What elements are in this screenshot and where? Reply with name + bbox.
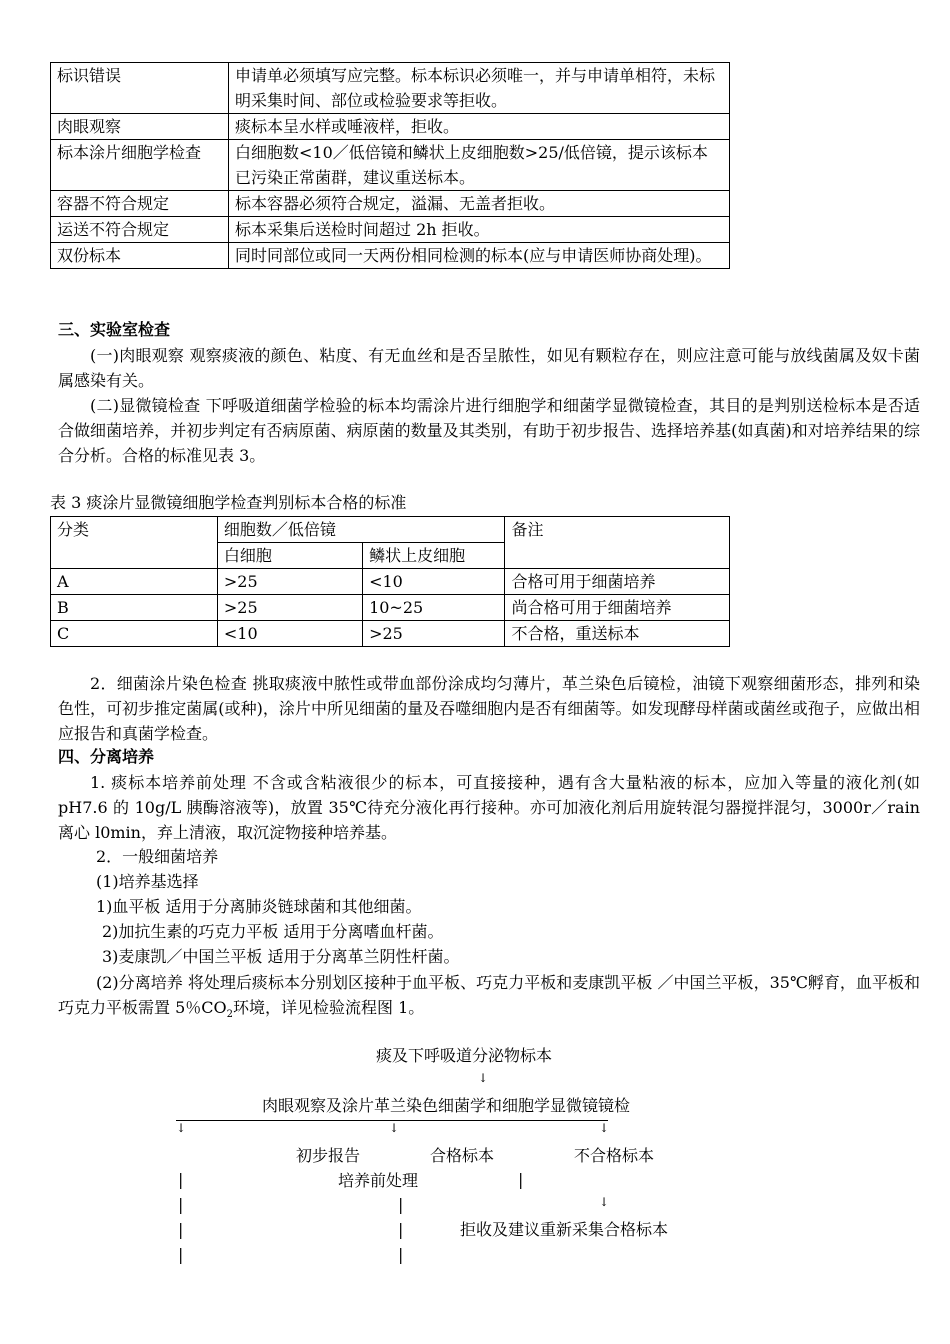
flow-node-unqualified: 不合格标本 [574, 1146, 655, 1165]
section-3-heading: 三、实验室检查 [58, 320, 171, 339]
header-class: 分类 [51, 517, 218, 569]
criteria-row [51, 595, 730, 621]
flow-bar-3: | [178, 1195, 184, 1214]
rejection-criteria-table [50, 62, 730, 269]
p7-text-b: 环境，详见检验流程图 1。 [233, 998, 425, 1017]
criteria-cell-note: 尚合格可用于细菌培养 [505, 595, 730, 621]
criteria-cell-epi: >25 [363, 621, 505, 647]
flow-node-reject: 拒收及建议重新采集合格标本 [460, 1220, 669, 1239]
flow-arrow-4: ↓ [599, 1121, 610, 1135]
flow-arrow-1: ↓ [478, 1071, 489, 1085]
criteria-cell-cls: B [51, 595, 218, 621]
p7-subscript: 2 [226, 1009, 234, 1021]
criteria-cell-wbc: >25 [217, 569, 362, 595]
criteria-cell-wbc: >25 [217, 595, 362, 621]
rejection-description: 标本采集后送检时间超过 2h 拒收。 [229, 217, 730, 243]
flow-node-pretreatment: 培养前处理 [338, 1171, 419, 1190]
rejection-description: 白细胞数<10／低倍镜和鳞状上皮细胞数>25/低倍镜，提示该标本已污染正常菌群，建议重送标本。 [229, 140, 730, 191]
criteria-cell-wbc: <10 [217, 621, 362, 647]
rejection-row [51, 114, 730, 140]
flow-bar-6: | [398, 1220, 404, 1239]
section-4-paragraph-7 [58, 970, 920, 1027]
flow-node-specimen: 痰及下呼吸道分泌物标本 [376, 1046, 553, 1065]
section-4-line-6: 3)麦康凯／中国兰平板 适用于分离革兰阴性杆菌。 [102, 947, 460, 966]
rejection-criterion: 容器不符合规定 [51, 191, 229, 217]
smear-criteria-table [50, 516, 730, 647]
criteria-cell-cls: C [51, 621, 218, 647]
section-4-line-2: 2．一般细菌培养 [96, 847, 219, 866]
section-4-heading: 四、分离培养 [58, 747, 155, 766]
flow-bar-4: | [398, 1195, 404, 1214]
criteria-cell-cls: A [51, 569, 218, 595]
section-4-line-3: (1)培养基选择 [96, 872, 199, 891]
rejection-description: 标本容器必须符合规定，溢漏、无盖者拒收。 [229, 191, 730, 217]
rejection-row [51, 191, 730, 217]
rejection-row [51, 243, 730, 269]
flow-bar-2: | [518, 1170, 524, 1189]
criteria-cell-note: 不合格，重送标本 [505, 621, 730, 647]
rejection-row [51, 63, 730, 114]
flow-node-preliminary-report: 初步报告 [296, 1146, 361, 1165]
section-4-line-5: 2)加抗生素的巧克力平板 适用于分离嗜血杆菌。 [102, 922, 444, 941]
header-epi: 鳞状上皮细胞 [363, 543, 505, 569]
rejection-row [51, 217, 730, 243]
section-3-paragraph-2: (二)显微镜检查 下呼吸道细菌学检验的标本均需涂片进行细胞学和细菌学显微镜检查，其目的是判别送检标本是否适合做细菌培养，并初步判定有否病原菌、病原菌的数量及其类别，有助于初步报告、选择培养基(如真菌)和对培养结果的综合分析。合格的标准见表 3。 [58, 396, 920, 465]
rejection-criterion: 双份标本 [51, 243, 229, 269]
flow-node-microscopy: 肉眼观察及涂片革兰染色细菌学和细胞学显微镜镜检 [262, 1096, 631, 1115]
criteria-cell-note: 合格可用于细菌培养 [505, 569, 730, 595]
table-3-caption: 表 3 痰涂片显微镜细胞学检查判别标本合格的标准 [50, 493, 407, 512]
rejection-row [51, 140, 730, 191]
rejection-description: 同时同部位或同一天两份相同检测的标本(应与申请医师协商处理)。 [229, 243, 730, 269]
section-3-paragraph-3: 2．细菌涂片染色检查 挑取痰液中脓性或带血部份涂成均匀薄片，革兰染色后镜检，油镜下观察细菌形态，排列和染色性，可初步推定菌属(或种)，涂片中所见细菌的量及吞噬细胞内是否有细菌等。如发现酵母样菌或菌丝或孢子，应做出相应报告和真菌学检查。 [58, 674, 920, 743]
rejection-criterion: 运送不符合规定 [51, 217, 229, 243]
flow-arrow-5: ↓ [599, 1195, 610, 1209]
p7-text-a: (2)分离培养 将处理后痰标本分别划区接种于血平板、巧克力平板和麦康凯平板 ／中国兰平板，35℃孵育，血平板和巧克力平板需置 5％CO [58, 973, 920, 1017]
flow-bar-7: | [178, 1245, 184, 1264]
flow-bar-1: | [178, 1170, 184, 1189]
flow-arrow-3: ↓ [389, 1121, 400, 1135]
rejection-criterion: 肉眼观察 [51, 114, 229, 140]
rejection-description: 痰标本呈水样或唾液样，拒收。 [229, 114, 730, 140]
criteria-row [51, 621, 730, 647]
rejection-description: 申请单必须填写应完整。标本标识必须唯一，并与申请单相符，未标明采集时间、部位或检验要求等拒收。 [229, 63, 730, 114]
header-cells: 细胞数／低倍镜 [217, 517, 505, 543]
rejection-criterion: 标识错误 [51, 63, 229, 114]
rejection-criterion: 标本涂片细胞学检查 [51, 140, 229, 191]
flow-bar-8: | [398, 1245, 404, 1264]
criteria-cell-epi: 10~25 [363, 595, 505, 621]
flow-node-qualified: 合格标本 [430, 1146, 495, 1165]
flow-arrow-2: ↓ [176, 1121, 187, 1135]
flow-bar-5: | [178, 1220, 184, 1239]
section-4-line-4: 1)血平板 适用于分离肺炎链球菌和其他细菌。 [96, 897, 422, 916]
header-note: 备注 [505, 517, 730, 569]
section-3-paragraph-1: (一)肉眼观察 观察痰液的颜色、粘度、有无血丝和是否呈脓性，如见有颗粒存在，则应注意可能与放线菌属及奴卡菌属感染有关。 [58, 346, 920, 390]
header-wbc: 白细胞 [217, 543, 362, 569]
criteria-cell-epi: <10 [363, 569, 505, 595]
criteria-row [51, 569, 730, 595]
section-4-paragraph-1: 1. 痰标本培养前处理 不含或含粘液很少的标本，可直接接种，遇有含大量粘液的标本，应加入等量的液化剂(如 pH7.6 的 10g/L 胰酶溶液等)，放置 35℃待充分液化再行接种。亦可加液化剂后用旋转混匀器搅拌混匀，3000r／rain 离心 l0min，弃上清液，取沉淀物接种培养基。 [58, 773, 920, 842]
